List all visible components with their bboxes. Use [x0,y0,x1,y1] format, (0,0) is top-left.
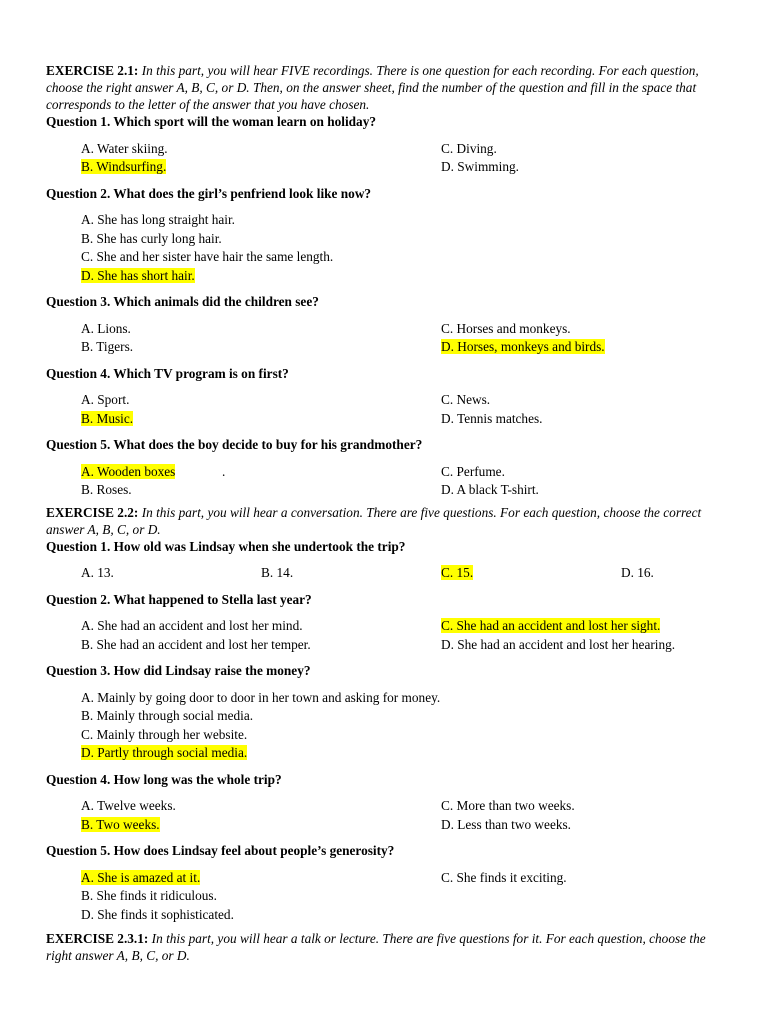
answer-options [46,564,716,583]
option-a: A. She has long straight hair. [81,212,236,227]
option-a: A. Twelve weeks. [81,798,176,813]
exercise-instructions: In this part, you will hear a talk or lecture. There are five questions for it. For each question, choose the right answer A, B, C, or D. [46,931,706,963]
option-d: D. A black T-shirt. [441,482,539,497]
option-a-highlighted: A. She is amazed at it. [81,869,201,885]
option-b-highlighted: B. Music. [81,410,134,426]
question-title: Question 1. Which sport will the woman learn on holiday? [46,114,377,129]
question-title: Question 4. Which TV program is on first? [46,365,289,381]
option-b: B. Roses. [81,482,132,497]
answer-options [46,797,716,834]
option-b: B. Mainly through social media. [81,708,254,723]
option-c: C. Diving. [441,140,497,156]
question-title: Question 5. What does the boy decide to buy for his grandmother? [46,437,423,452]
exercise-2-2-intro [46,504,716,538]
option-d-highlighted: D. Horses, monkeys and birds. [441,339,605,354]
option-d-highlighted: D. Partly through social media. [81,745,248,760]
option-b: B. Tigers. [81,339,134,354]
option-c: C. Mainly through her website. [81,726,248,742]
option-c: C. She finds it exciting. [441,869,567,885]
option-c-highlighted: C. 15. [441,565,474,580]
option-c-highlighted: C. She had an accident and lost her sight. [441,618,661,633]
answer-options [46,689,716,763]
option-d-highlighted: D. She has short hair. [81,267,195,283]
option-c: C. Horses and monkeys. [441,320,571,336]
option-d: D. Swimming. [441,159,519,174]
option-b-highlighted: B. Two weeks. [81,816,160,832]
option-a: A. Mainly by going door to door in her town and asking for money. [81,689,441,705]
option-c: C. She and her sister have hair the same length. [81,249,334,264]
option-a: A. Water skiing. [81,140,168,156]
option-b: B. She has curly long hair. [81,230,222,246]
question-title: Question 3. Which animals did the children see? [46,294,319,309]
option-d: D. 16. [621,565,654,580]
exercise-2-1-intro [46,62,716,113]
answer-options [46,140,716,177]
document-page [46,62,716,964]
exercise-2-3-1-intro [46,930,716,964]
question-title: Question 3. How did Lindsay raise the money? [46,663,311,678]
exercise-heading: EXERCISE 2.3.1: [46,931,149,946]
exercise-instructions: In this part, you will hear a conversation. There are five questions. For each question, choose the correct answer A, B, C, or D. [46,504,702,537]
option-c: C. More than two weeks. [441,798,575,813]
option-b-highlighted: B. Windsurfing. [81,159,167,174]
answer-options [46,391,716,428]
question-title: Question 1. How old was Lindsay when she undertook the trip? [46,538,406,554]
question-title: Question 2. What does the girl’s penfriend look like now? [46,185,372,201]
answer-options [46,869,716,925]
exercise-heading: EXERCISE 2.1: [46,63,139,78]
question-title: Question 2. What happened to Stella last year? [46,591,312,607]
stray-period: . [222,463,226,479]
option-a: A. Sport. [81,392,130,407]
answer-options [46,211,716,285]
option-d: D. Tennis matches. [441,410,543,426]
answer-options [46,463,716,500]
option-b: B. 14. [261,565,294,580]
option-c: C. Perfume. [441,463,505,479]
option-a-highlighted: A. Wooden boxes [81,463,176,479]
exercise-heading: EXERCISE 2.2: [46,504,139,520]
exercise-instructions: In this part, you will hear FIVE recordings. There is one question for each recording. For each question, choose the right answer A, B, C, or D. Then, on the answer sheet, find the number of the question and fill in the space that corresponds to the letter of the answer that you have chosen. [46,63,699,112]
option-a: A. She had an accident and lost her mind. [81,618,303,633]
answer-options [46,617,716,654]
option-a: A. 13. [81,565,114,580]
question-title: Question 4. How long was the whole trip? [46,771,282,787]
option-c: C. News. [441,392,491,407]
option-d: D. Less than two weeks. [441,816,571,832]
answer-options [46,320,716,357]
option-a: A. Lions. [81,320,131,336]
option-d: D. She finds it sophisticated. [81,906,234,922]
option-b: B. She had an accident and lost her temper. [81,636,311,652]
question-title: Question 5. How does Lindsay feel about people’s generosity? [46,843,395,858]
option-d: D. She had an accident and lost her hearing. [441,636,676,652]
option-b: B. She finds it ridiculous. [81,888,217,903]
